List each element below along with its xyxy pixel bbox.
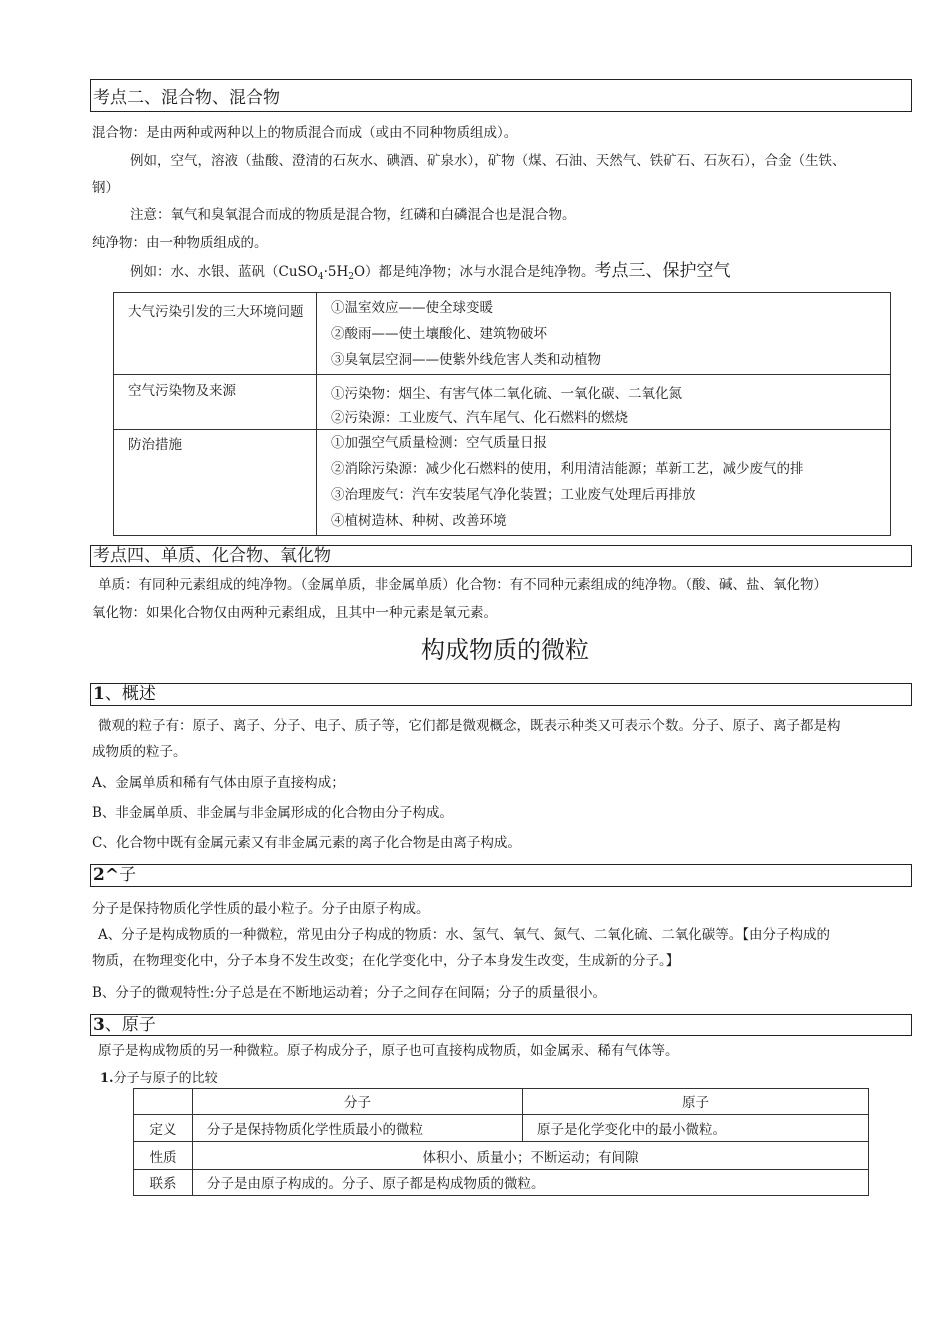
paragraph: B、分子的微观特性:分子总是在不断地运动着；分子之间存在间隔；分子的质量很小。: [92, 985, 606, 1001]
comparison-table: [133, 1088, 869, 1196]
heading-number: 3: [93, 1015, 105, 1035]
list-item: ①污染物：烟尘、有害气体二氧化硫、一氧化碳、二氧化氮: [331, 386, 682, 402]
heading-number: 1: [93, 684, 105, 704]
paragraph: 注意：氧气和臭氧混合而成的物质是混合物，红磷和白磷混合也是混合物。: [130, 207, 576, 223]
section-heading-box: [90, 79, 912, 112]
paragraph: A、金属单质和稀有气体由原子直接构成；: [92, 775, 345, 791]
table-header-cell: 分子: [193, 1089, 523, 1115]
table-cell-label: [114, 293, 317, 375]
list-item: ①加强空气质量检测：空气质量日报: [331, 435, 547, 451]
cell-text: 大气污染引发的三大环境问题: [128, 304, 304, 320]
paragraph: 单质：有同种元素组成的纯净物。（金属单质，非金属单质）化合物：有不同种元素组成的纯净物。（酸、碱、盐、氧化物）: [98, 577, 827, 593]
section-heading-box: [90, 1014, 912, 1036]
section-heading: 考点三、保护空气: [594, 261, 731, 281]
table-row: [114, 430, 891, 536]
table-cell-label: [114, 430, 317, 536]
subheading-text: 分子与原子的比较: [113, 1071, 218, 1086]
table-row: [114, 375, 891, 430]
paragraph: 纯净物：由一种物质组成的。: [92, 235, 268, 251]
row-label: 性质: [134, 1142, 193, 1170]
cell-text: 空气污染物及来源: [128, 383, 236, 399]
list-item: ④植树造林、种树、改善环境: [331, 513, 507, 529]
list-item: ②消除污染源：减少化石燃料的使用，利用清洁能源；革新工艺，减少废气的排: [331, 461, 804, 477]
paragraph: 成物质的粒子。: [92, 744, 187, 760]
table-cell: [317, 293, 891, 375]
section-heading-box: [90, 683, 912, 706]
page-title: 构成物质的微粒: [421, 636, 589, 664]
paragraph: 混合物：是由两种或两种以上的物质混合而成（或由不同种物质组成）。: [92, 125, 518, 141]
table-row: [134, 1170, 869, 1196]
heading-text: 、原子: [104, 1015, 156, 1035]
text: O）都是纯净物；冰与水混合是纯净物。: [353, 264, 595, 280]
paragraph: 物质，在物理变化中，分子本身不发生改变；在化学变化中，分子本身发生改变，生成新的分子。】: [92, 953, 680, 969]
heading-text: 、概述: [104, 684, 156, 704]
heading-text: 子: [119, 865, 137, 885]
heading-number: 2^: [93, 865, 120, 885]
text: 例如：水、水银、蓝矾（CuSO: [130, 264, 318, 280]
list-item: ①温室效应——使全球变暖: [331, 300, 493, 316]
section-heading: [91, 865, 911, 886]
table-row: [134, 1115, 869, 1142]
paragraph: C、化合物中既有金属元素又有非金属元素的离子化合物是由离子构成。: [92, 835, 521, 851]
paragraph: 氧化物：如果化合物仅由两种元素组成，且其中一种元素是氧元素。: [92, 605, 497, 621]
paragraph: 原子是构成物质的另一种微粒。原子构成分子，原子也可直接构成物质，如金属汞、稀有气体等。: [98, 1043, 679, 1059]
list-item: ②污染源：工业废气、汽车尾气、化石燃料的燃烧: [331, 410, 628, 426]
subheading-number: 1.: [100, 1071, 114, 1086]
table-cell: [317, 430, 891, 536]
table-row: [114, 293, 891, 375]
paragraph: A、分子是构成物质的一种微粒，常见由分子构成的物质：水、氢气、氧气、氮气、二氧化硫、二氧化碳等。【由分子构成的: [98, 927, 830, 943]
paragraph: 微观的粒子有：原子、离子、分子、电子、质子等，它们都是微观概念，既表示种类又可表示个数。分子、原子、离子都是构: [98, 718, 841, 734]
row-label: 联系: [134, 1170, 193, 1196]
row-label: 定义: [134, 1115, 193, 1142]
table-cell-merged: 体积小、质量小；不断运动；有间隙: [193, 1142, 869, 1170]
text: ·5H: [323, 264, 349, 280]
paragraph: 分子是保持物质化学性质的最小粒子。分子由原子构成。: [92, 901, 430, 917]
list-item: ③臭氧层空洞——使紫外线危害人类和动植物: [331, 352, 601, 368]
paragraph: 钢）: [92, 180, 119, 196]
section-heading: [91, 684, 911, 705]
section-heading: [91, 1015, 911, 1035]
table-header-cell: 原子: [523, 1089, 869, 1115]
table-cell: 原子是化学变化中的最小微粒。: [523, 1115, 869, 1142]
paragraph: B、非金属单质、非金属与非金属形成的化合物由分子构成。: [92, 805, 453, 821]
paragraph: 例如，空气，溶液（盐酸、澄清的石灰水、碘酒、矿泉水），矿物（煤、石油、天然气、铁矿石、石灰石），合金（生铁、: [130, 153, 846, 169]
subscript: 2: [348, 272, 354, 282]
air-pollution-table: [113, 292, 891, 536]
list-item: ③治理废气：汽车安装尾气净化装置；工业废气处理后再排放: [331, 487, 696, 503]
section-heading-box: [90, 545, 912, 567]
table-cell: [317, 375, 891, 430]
table-cell: 分子是保持物质化学性质最小的微粒: [193, 1115, 523, 1142]
table-cell-label: [114, 375, 317, 430]
table-header-row: [134, 1089, 869, 1115]
table-row: [134, 1142, 869, 1170]
table-header-cell: [134, 1089, 193, 1115]
section-heading: 考点四、单质、化合物、氧化物: [93, 546, 331, 566]
paragraph-with-formula: [130, 258, 731, 288]
table-cell-merged: 分子是由原子构成的。分子、原子都是构成物质的微粒。: [193, 1170, 869, 1196]
section-heading-box: [90, 864, 912, 887]
section-heading: 考点二、混合物、混合物: [93, 88, 280, 108]
list-item: ②酸雨——使土壤酸化、建筑物破坏: [331, 326, 547, 342]
subscript: 4: [317, 272, 324, 282]
cell-text: 防治措施: [128, 437, 182, 453]
